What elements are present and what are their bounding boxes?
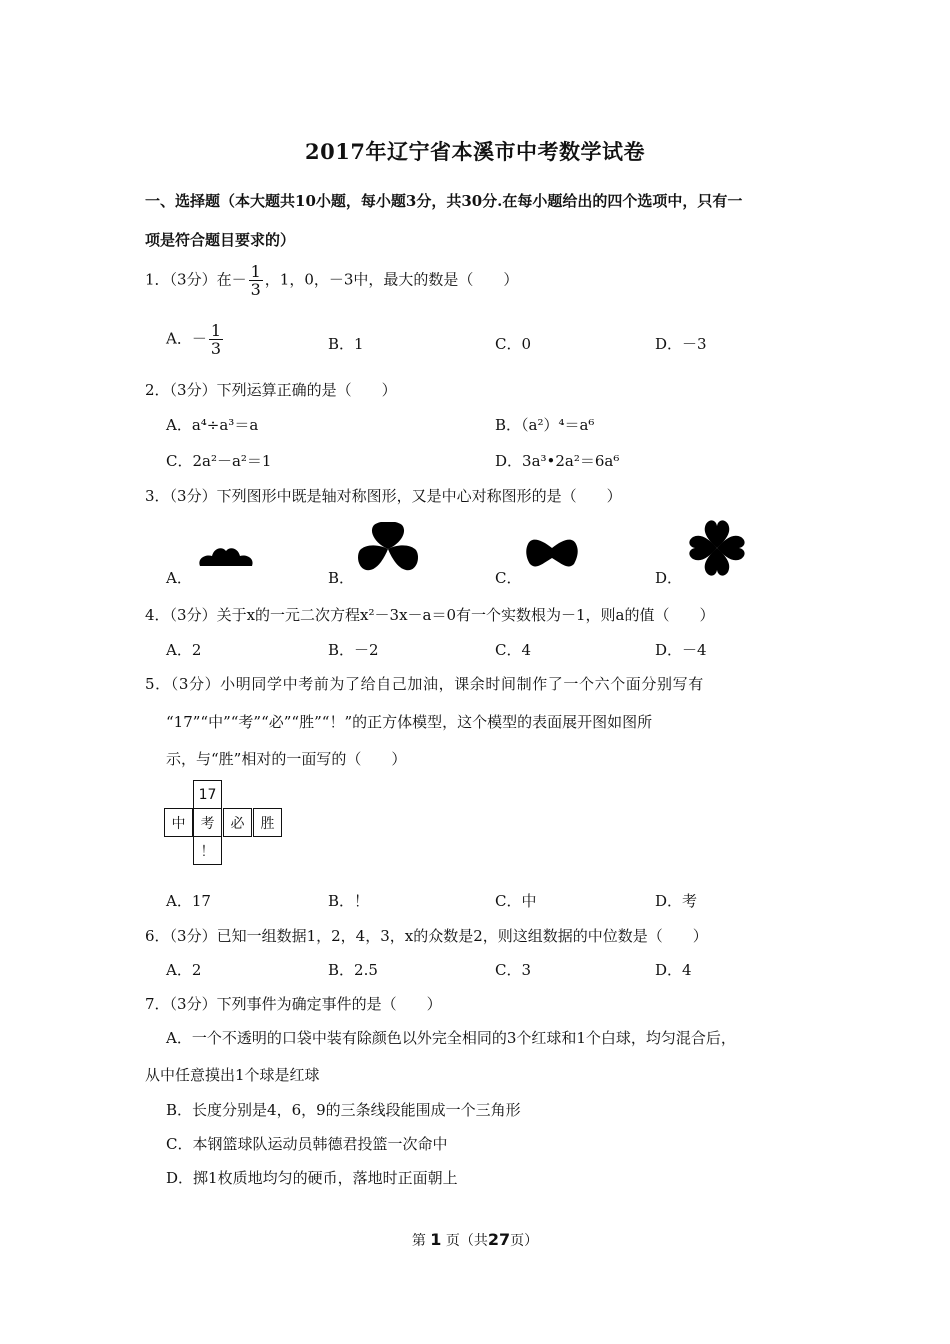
q3-option-a: A． bbox=[166, 569, 192, 587]
net-cell-bottom: ！ bbox=[193, 836, 222, 865]
q1-frac-den: 3 bbox=[250, 280, 261, 299]
q7-option-a-line2: 从中任意摸出1个球是红球 bbox=[145, 1066, 320, 1084]
q6-option-a: A．2 bbox=[166, 961, 202, 979]
net-cell-3: 必 bbox=[223, 808, 252, 837]
q1-option-a-label: A．－ bbox=[166, 329, 207, 348]
q6-option-c: C．3 bbox=[495, 961, 532, 979]
question-5-stem-line3: 示，与“胜”相对的一面写的（ ） bbox=[166, 750, 407, 768]
q7-option-b: B．长度分别是4，6，9的三条线段能围成一个三角形 bbox=[166, 1101, 521, 1119]
cube-net-figure bbox=[164, 780, 286, 866]
q6-option-b: B．2.5 bbox=[328, 961, 378, 979]
question-1-stem bbox=[145, 263, 518, 298]
net-cell-4: 胜 bbox=[253, 808, 282, 837]
q1-optA-num: 1 bbox=[210, 321, 222, 340]
q7-option-a-line1: A．一个不透明的口袋中装有除颜色以外完全相同的3个红球和1个白球，均匀混合后， bbox=[166, 1029, 736, 1047]
q4-option-b: B．－2 bbox=[328, 641, 379, 659]
q5-option-d: D．考 bbox=[655, 892, 698, 910]
section-heading-line1: 一、选择题（本大题共10小题，每小题3分，共30分.在每小题给出的四个选项中，只有一 bbox=[145, 192, 743, 210]
q4-option-d: D．－4 bbox=[655, 641, 707, 659]
q1-option-a-fraction bbox=[209, 322, 223, 357]
question-3-stem: 3．（3分）下列图形中既是轴对称图形，又是中心对称图形的是（ ） bbox=[145, 487, 622, 505]
q6-option-d: D．4 bbox=[655, 961, 692, 979]
page-title: 2017年辽宁省本溪市中考数学试卷 bbox=[305, 139, 645, 164]
q3-shape-d-clover-icon bbox=[686, 518, 748, 578]
q2-option-d: D．3a³•2a²＝6a⁶ bbox=[495, 452, 620, 470]
q3-option-c: C． bbox=[495, 569, 522, 587]
footer-page-number: 1 bbox=[430, 1230, 442, 1249]
q1-frac-num: 1 bbox=[250, 262, 261, 281]
q1-prefix: 1．（3分）在－ bbox=[145, 270, 247, 289]
q3-shape-b-trefoil-icon bbox=[356, 522, 420, 576]
section-heading-line2: 项是符合题目要求的） bbox=[145, 231, 296, 249]
q5-option-b: B．！ bbox=[328, 892, 370, 910]
q4-option-c: C．4 bbox=[495, 641, 532, 659]
footer-total-pages: 27 bbox=[487, 1230, 511, 1249]
q1-option-c: C．0 bbox=[495, 335, 532, 353]
question-6-stem: 6．（3分）已知一组数据1，2，4，3，x的众数是2，则这组数据的中位数是（ ） bbox=[145, 927, 708, 945]
net-cell-2: 考 bbox=[193, 808, 222, 837]
question-4-stem: 4．（3分）关于x的一元二次方程x²－3x－a＝0有一个实数根为－1，则a的值（ ） bbox=[145, 606, 715, 624]
q3-option-b: B． bbox=[328, 569, 355, 587]
q2-option-a: A．a⁴÷a³＝a bbox=[166, 416, 259, 434]
q4-option-a: A．2 bbox=[166, 641, 202, 659]
question-5-stem-line2: “17”“中”“考”“必”“胜”“！”的正方体模型，这个模型的表面展开图如图所 bbox=[166, 713, 653, 731]
q3-shape-a-cloud-icon bbox=[196, 542, 256, 572]
q1-optA-den: 3 bbox=[210, 339, 222, 358]
q2-option-c: C．2a²－a²＝1 bbox=[166, 452, 272, 470]
q1-option-b: B．1 bbox=[328, 335, 364, 353]
q1-fraction bbox=[249, 263, 263, 298]
q7-option-c: C．本钢篮球队运动员韩德君投篮一次命中 bbox=[166, 1135, 448, 1153]
footer-pre: 第 bbox=[411, 1233, 426, 1249]
q3-option-d: D． bbox=[655, 569, 683, 587]
q1-option-a bbox=[166, 322, 225, 357]
q1-option-d: D．－3 bbox=[655, 335, 707, 353]
q7-option-d: D．掷1枚质地均匀的硬币，落地时正面朝上 bbox=[166, 1169, 458, 1187]
q1-suffix: ，1，0，－3中，最大的数是（ ） bbox=[264, 270, 519, 289]
question-2-stem: 2．（3分）下列运算正确的是（ ） bbox=[145, 381, 397, 399]
question-5-stem-line1: 5．（3分）小明同学中考前为了给自己加油，课余时间制作了一个六个面分别写有 bbox=[145, 675, 704, 693]
net-cell-1: 中 bbox=[164, 808, 193, 837]
q5-option-c: C．中 bbox=[495, 892, 537, 910]
q5-option-a: A．17 bbox=[166, 892, 211, 910]
question-7-stem: 7．（3分）下列事件为确定事件的是（ ） bbox=[145, 995, 442, 1013]
q3-shape-c-bowtie-icon bbox=[526, 534, 578, 572]
q2-option-b: B．（a²）⁴＝a⁶ bbox=[495, 416, 595, 434]
page-footer bbox=[0, 1230, 950, 1250]
footer-mid: 页（共 bbox=[445, 1233, 488, 1249]
footer-post: 页） bbox=[510, 1233, 539, 1249]
net-cell-top: 17 bbox=[193, 780, 222, 809]
